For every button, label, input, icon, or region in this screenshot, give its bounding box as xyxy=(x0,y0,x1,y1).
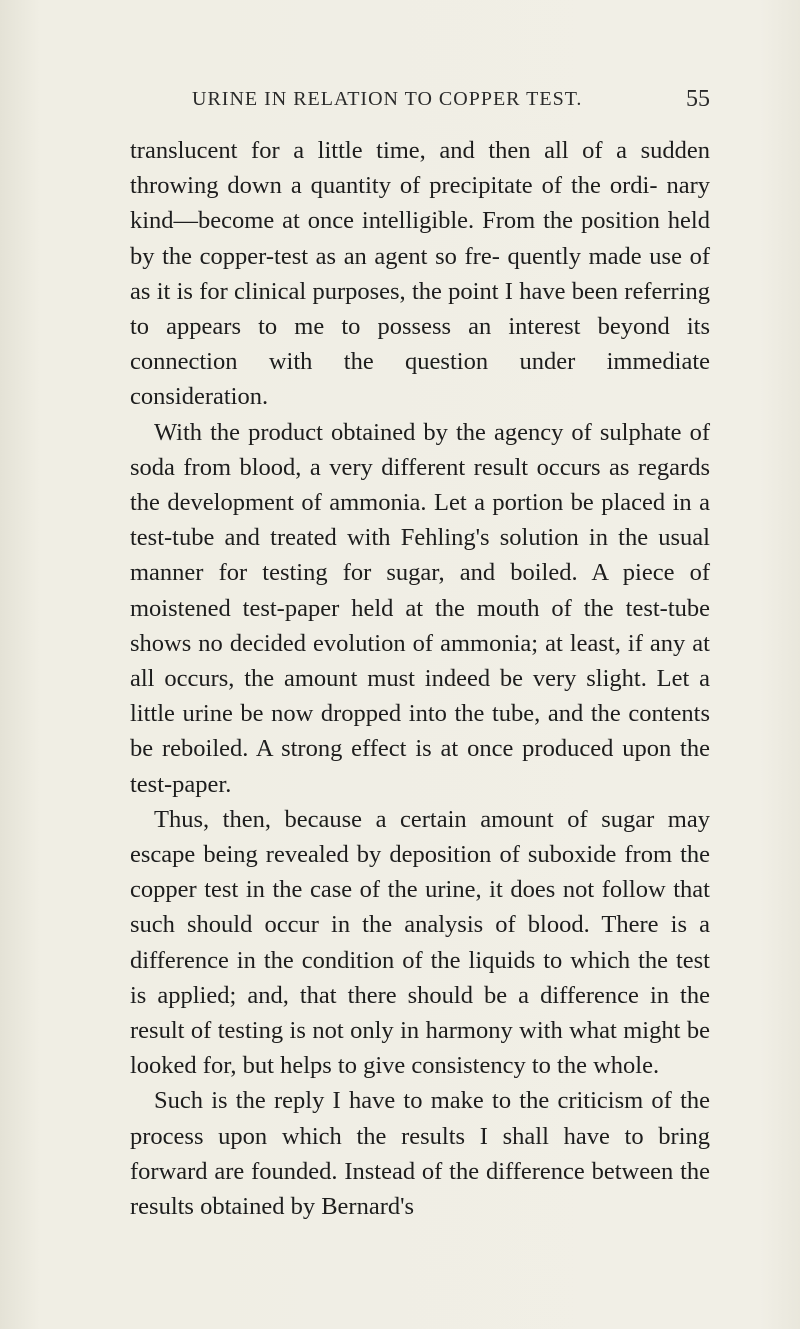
paragraph-4: Such is the reply I have to make to the criticism of the process upon which the results I shall have to bring forward are founded. Instead of the difference between the results obtained by Bernard's xyxy=(130,1087,710,1221)
body-text xyxy=(130,133,710,1224)
paragraph-2: With the product obtained by the agency of sulphate of soda from blood, a very different result occurs as regards the development of ammonia. Let a portion be placed in a test-tube and treated with Fehling's solution in the usual manner for testing for sugar, and boiled. A piece of moistened test-paper held at the mouth of the test-tube shows no decided evolution of ammonia; at least, if any at all occurs, the amount must indeed be very slight. Let a little urine be now dropped into the tube, and the contents be reboiled. A strong effect is at once produced upon the test-paper. xyxy=(130,418,710,798)
paragraph-3: Thus, then, because a certain amount of sugar may escape being revealed by deposition of suboxide from the copper test in the case of the urine, it does not follow that such should occur in the analysis of blood. There is a difference in the condition of the liquids to which the test is applied; and, that there should be a difference in the result of testing is not only in harmony with what might be looked for, but helps to give consistency to the whole. xyxy=(130,805,710,1080)
paragraph-1: translucent for a little time, and then all of a sudden throwing down a quantity of precipitate of the ordi- nary kind—become at once intelligible. From the position held by the copper-test as an agent so fre- quently made use of as it is for clinical purposes, the point I have been referring to appears to me to possess an interest beyond its connection with the question under immediate consideration. xyxy=(130,137,710,411)
running-title: URINE IN RELATION TO COPPER TEST. xyxy=(192,88,583,110)
page-number: 55 xyxy=(686,86,710,112)
